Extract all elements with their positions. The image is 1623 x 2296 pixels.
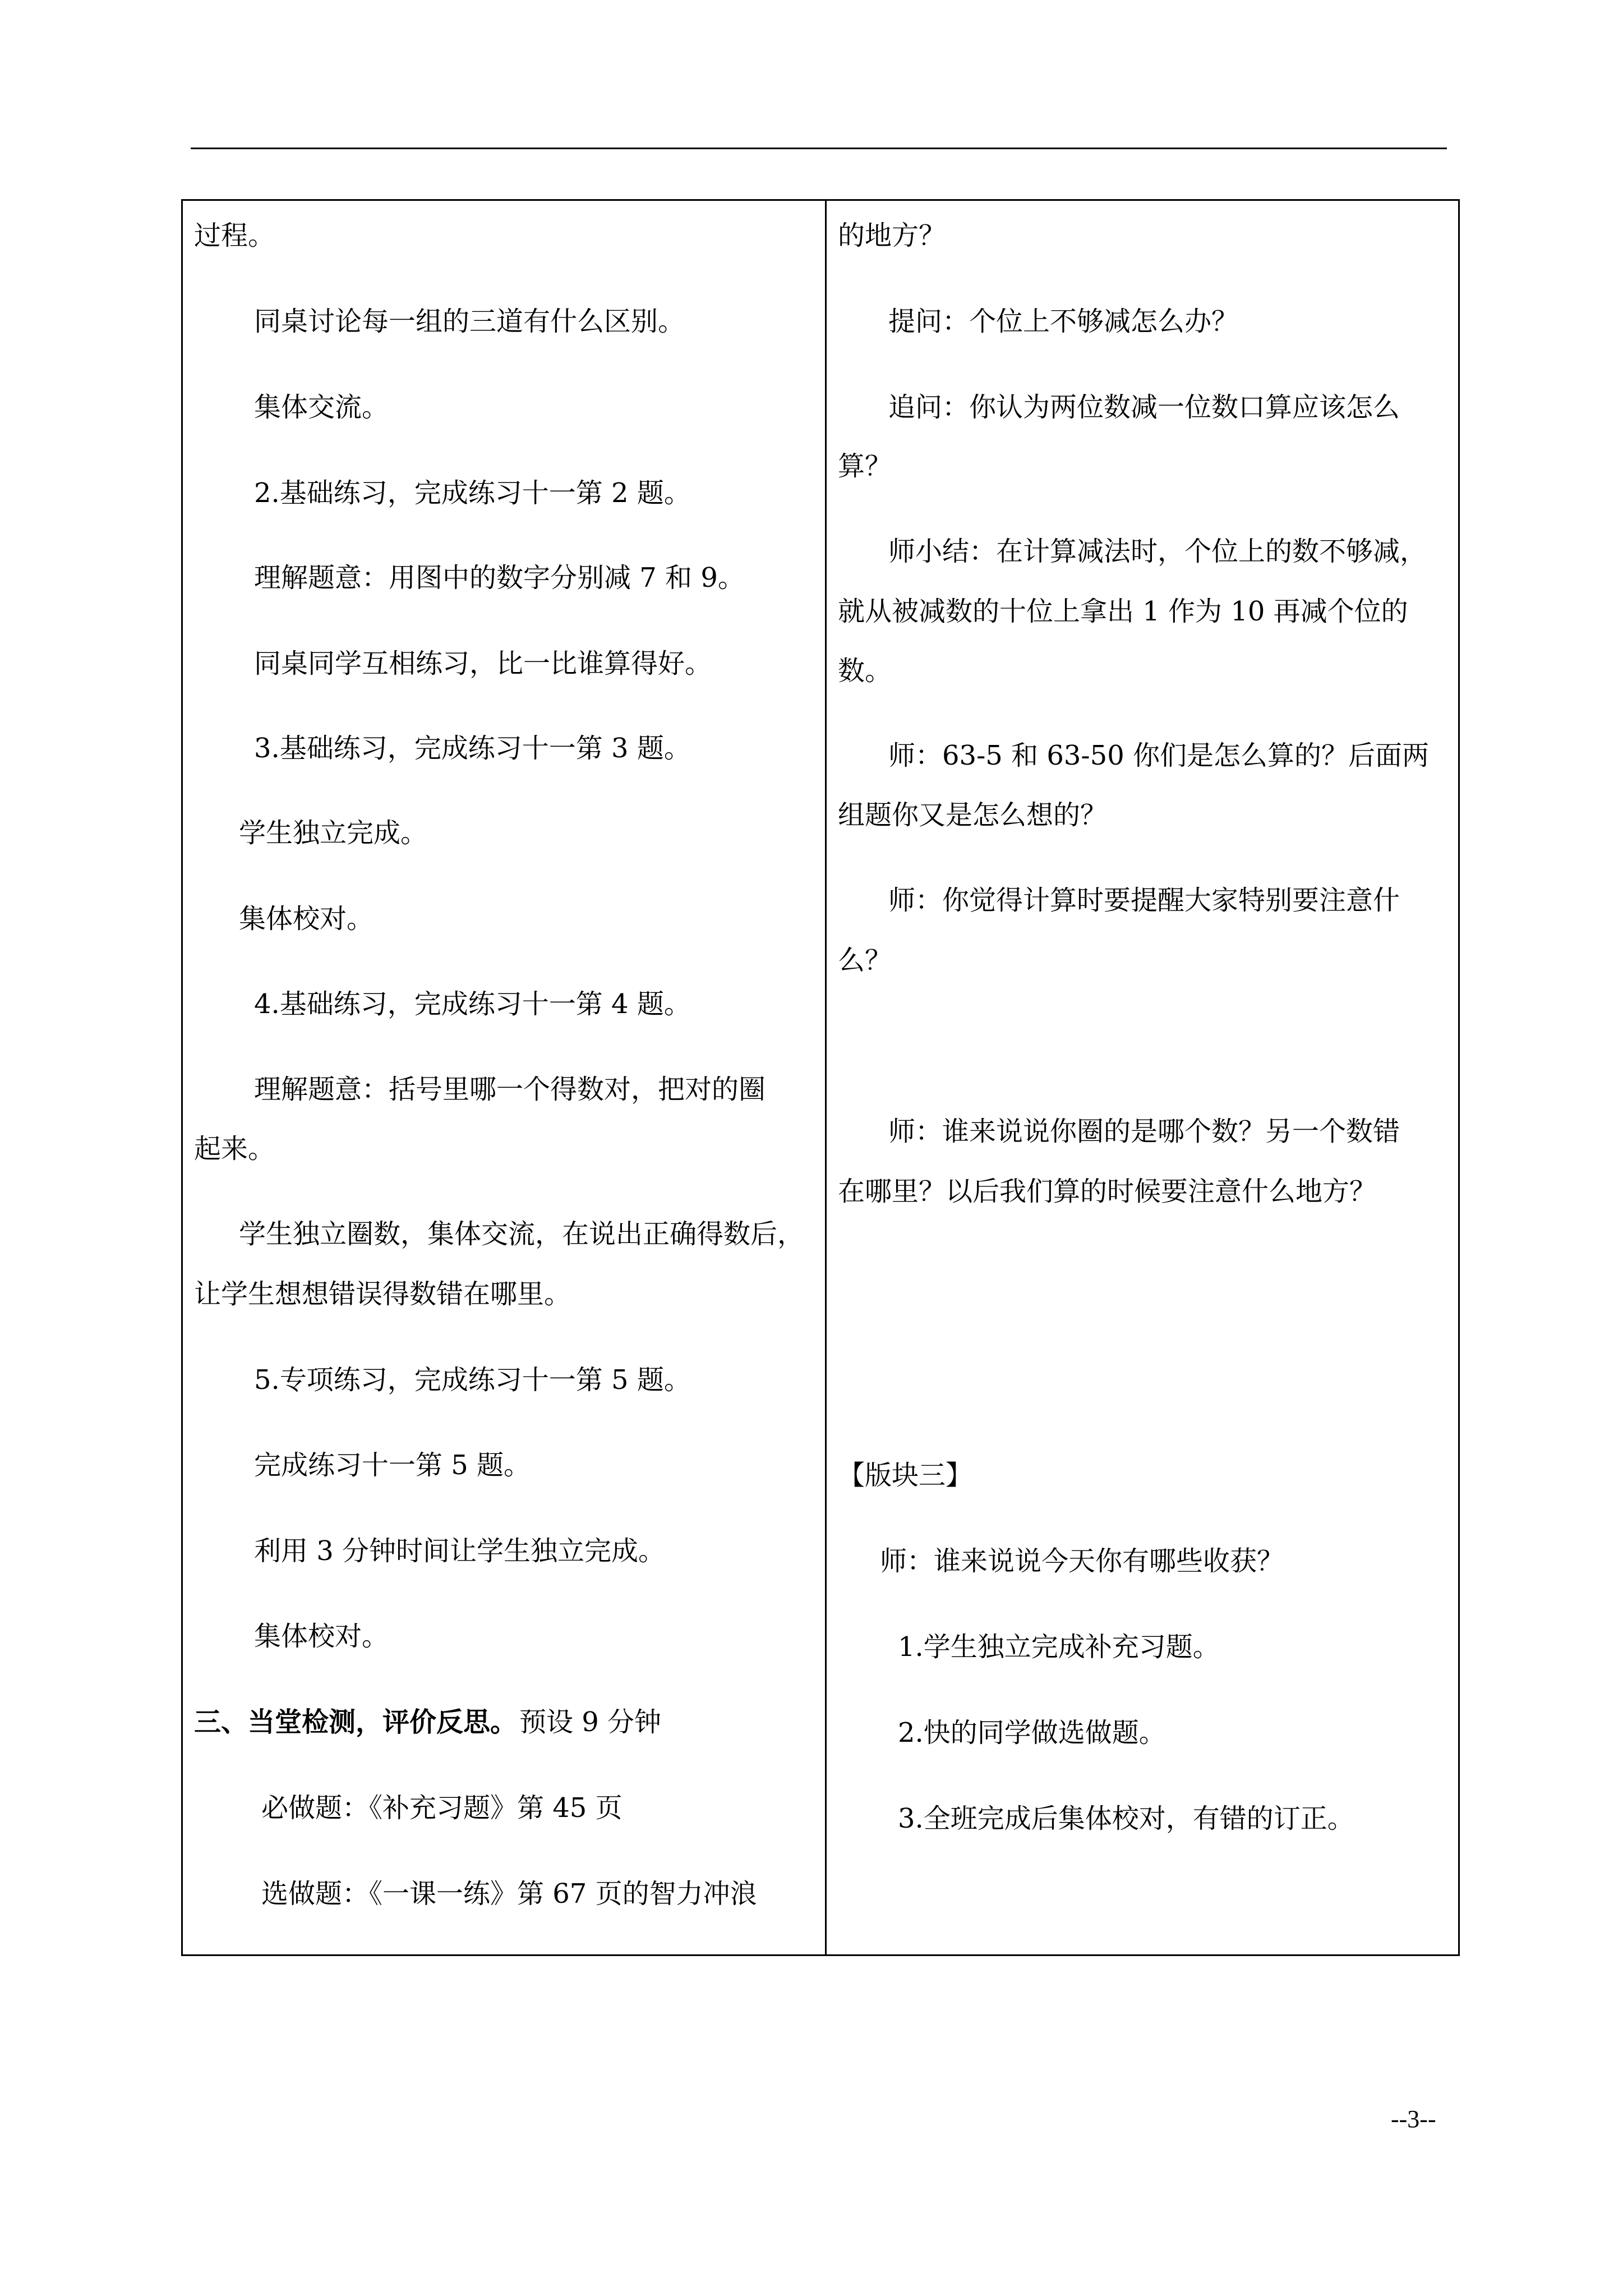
left-line: 集体交流。 (254, 392, 389, 423)
right-line: 的地方？ (838, 220, 946, 251)
right-line: 师：63-5 和 63-50 你们是怎么算的？后面两 (888, 740, 1429, 771)
page-number: --3-- (1391, 2105, 1436, 2133)
right-line: 3.全班完成后集体校对，有错的订正。 (898, 1803, 1354, 1834)
right-line: 算？ (838, 450, 892, 482)
section-heading: 三、当堂检测，评价反思。 (194, 1706, 518, 1738)
lesson-table (181, 199, 1460, 1956)
left-line: 同桌同学互相练习，比一比谁算得好。 (254, 648, 712, 679)
left-line: 让学生想想错误得数错在哪里。 (194, 1278, 571, 1310)
left-line: 同桌讨论每一组的三道有什么区别。 (254, 306, 685, 337)
left-line: 4.基础练习，完成练习十一第 4 题。 (254, 988, 691, 1020)
left-line: 利用 3 分钟时间让学生独立完成。 (254, 1535, 666, 1567)
right-line: 追问：你认为两位数减一位数口算应该怎么 (888, 392, 1400, 423)
right-line: 提问：个位上不够减怎么办？ (888, 306, 1239, 337)
right-line: 数。 (838, 655, 892, 687)
right-line: 师：谁来说说今天你有哪些收获？ (880, 1545, 1284, 1577)
right-line: 1.学生独立完成补充习题。 (898, 1631, 1220, 1663)
left-line: 理解题意：括号里哪一个得数对，把对的圈 (254, 1074, 766, 1105)
left-line: 学生独立完成。 (239, 817, 428, 849)
right-line: 组题你又是怎么想的？ (838, 799, 1108, 831)
left-line: 过程。 (194, 220, 275, 251)
left-line: 集体校对。 (254, 1621, 389, 1652)
section-label: 【版块三】 (838, 1460, 973, 1491)
left-line: 5.专项练习，完成练习十一第 5 题。 (254, 1364, 691, 1396)
left-line: 选做题：《一课一练》第 67 页的智力冲浪 (261, 1878, 757, 1910)
left-line: 完成练习十一第 5 题。 (254, 1450, 531, 1481)
right-line: 2.快的同学做选做题。 (898, 1717, 1166, 1749)
right-column (827, 201, 1458, 1954)
right-line: 就从被减数的十位上拿出 1 作为 10 再减个位的 (838, 596, 1408, 627)
left-line: 起来。 (194, 1133, 275, 1165)
right-line: 师：谁来说说你圈的是哪个数？另一个数错 (888, 1116, 1400, 1147)
left-line: 必做题：《补充习题》第 45 页 (261, 1792, 623, 1824)
right-line: 师：你觉得计算时要提醒大家特别要注意什 (888, 885, 1400, 916)
left-line: 2.基础练习，完成练习十一第 2 题。 (254, 477, 691, 509)
right-line: 在哪里？以后我们算的时候要注意什么地方？ (838, 1176, 1377, 1207)
header-rule (191, 148, 1447, 149)
left-line: 预设 9 分钟 (519, 1706, 662, 1738)
right-line: 师小结：在计算减法时，个位上的数不够减， (888, 536, 1427, 567)
left-line: 3.基础练习，完成练习十一第 3 题。 (254, 733, 691, 764)
left-line: 理解题意：用图中的数字分别减 7 和 9。 (254, 562, 745, 593)
right-line: 么？ (838, 945, 892, 976)
left-line: 学生独立圈数，集体交流，在说出正确得数后， (239, 1218, 805, 1250)
left-line: 集体校对。 (239, 903, 374, 935)
left-column (183, 201, 825, 1954)
